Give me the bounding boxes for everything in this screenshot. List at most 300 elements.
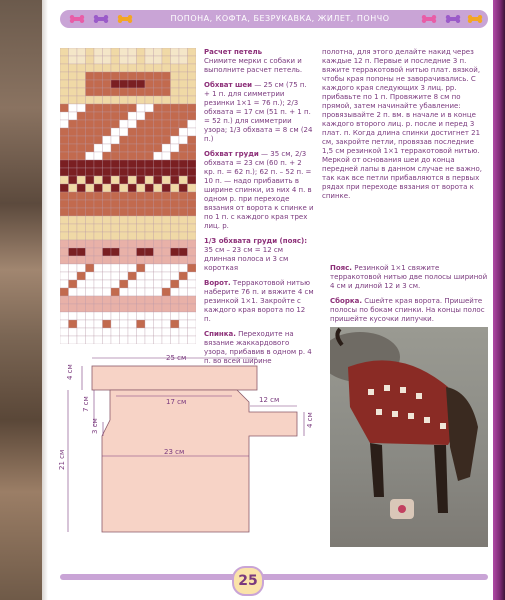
- chart-cell: [69, 168, 78, 176]
- chart-cell: [154, 120, 163, 128]
- section-heading: 1/3 обхвата груди (пояс):: [204, 237, 308, 245]
- section-heading: Пояс.: [330, 264, 352, 272]
- chart-cell: [86, 312, 95, 320]
- chart-cell: [103, 80, 112, 88]
- chart-cell: [154, 56, 163, 64]
- dog-illustration: [330, 327, 488, 547]
- chart-cell: [120, 152, 129, 160]
- chart-cell: [103, 216, 112, 224]
- chart-cell: [60, 160, 69, 168]
- chart-cell: [128, 48, 137, 56]
- chart-cell: [103, 224, 112, 232]
- chart-cell: [94, 184, 103, 192]
- section-body: Переходите на вязание жаккардового узора, прибавив в одном р. 4 п. во всей ширине: [204, 330, 312, 365]
- chart-cell: [77, 136, 86, 144]
- chart-cell: [137, 128, 146, 136]
- chart-cell: [120, 184, 129, 192]
- chart-cell: [171, 248, 180, 256]
- chart-cell: [86, 280, 95, 288]
- chart-cell: [103, 120, 112, 128]
- chart-cell: [137, 120, 146, 128]
- chart-cell: [60, 96, 69, 104]
- chart-cell: [145, 200, 154, 208]
- chart-cell: [111, 104, 120, 112]
- chart-cell: [94, 56, 103, 64]
- chart-cell: [120, 56, 129, 64]
- chart-cell: [179, 240, 188, 248]
- chart-cell: [77, 192, 86, 200]
- chart-cell: [103, 264, 112, 272]
- chart-cell: [60, 80, 69, 88]
- chart-cell: [145, 248, 154, 256]
- chart-cell: [154, 88, 163, 96]
- chart-cell: [94, 200, 103, 208]
- chart-cell: [94, 72, 103, 80]
- chart-cell: [137, 176, 146, 184]
- chart-cell: [120, 200, 129, 208]
- chart-cell: [69, 320, 78, 328]
- chart-cell: [94, 152, 103, 160]
- chart-cell: [128, 136, 137, 144]
- page-number: 25: [232, 566, 264, 596]
- chart-cell: [128, 64, 137, 72]
- chart-cell: [145, 152, 154, 160]
- chart-cell: [171, 328, 180, 336]
- chart-cell: [145, 160, 154, 168]
- chart-cell: [120, 248, 129, 256]
- chart-cell: [86, 336, 95, 344]
- chart-cell: [120, 208, 129, 216]
- chart-cell: [103, 184, 112, 192]
- chart-cell: [128, 328, 137, 336]
- chart-cell: [69, 232, 78, 240]
- chart-cell: [179, 64, 188, 72]
- bone-icon: [116, 15, 134, 23]
- chart-cell: [188, 296, 197, 304]
- chart-cell: [69, 240, 78, 248]
- chart-cell: [162, 152, 171, 160]
- chart-cell: [145, 320, 154, 328]
- chart-cell: [179, 80, 188, 88]
- chart-cell: [94, 160, 103, 168]
- chart-cell: [162, 120, 171, 128]
- chart-cell: [69, 296, 78, 304]
- bone-icon: [444, 15, 462, 23]
- chart-cell: [111, 256, 120, 264]
- chart-cell: [86, 328, 95, 336]
- chart-cell: [77, 184, 86, 192]
- chart-cell: [162, 64, 171, 72]
- chart-cell: [69, 160, 78, 168]
- dim-collar: 4 см: [66, 364, 74, 380]
- chart-cell: [86, 320, 95, 328]
- chart-cell: [145, 96, 154, 104]
- chart-cell: [60, 240, 69, 248]
- chart-cell: [120, 264, 129, 272]
- section-body: Терракотовой нитью наберите 76 п. и вяжите 4 см резинкой 1×1. Закройте с каждого края ворота по 12 п.: [204, 279, 314, 323]
- chart-cell: [69, 256, 78, 264]
- chart-cell: [179, 120, 188, 128]
- chart-cell: [120, 96, 129, 104]
- chart-cell: [154, 312, 163, 320]
- chart-cell: [154, 248, 163, 256]
- chart-cell: [188, 136, 197, 144]
- chart-cell: [154, 328, 163, 336]
- chart-cell: [77, 200, 86, 208]
- left-photo-strip: [0, 0, 42, 600]
- chart-cell: [111, 328, 120, 336]
- chart-cell: [86, 64, 95, 72]
- chart-cell: [60, 64, 69, 72]
- chart-cell: [103, 88, 112, 96]
- chart-cell: [69, 184, 78, 192]
- section-body: 35 см – 23 см = 12 см длинная полоса и 3 см короткая: [204, 246, 289, 272]
- chart-cell: [128, 232, 137, 240]
- chart-cell: [179, 128, 188, 136]
- chart-cell: [111, 120, 120, 128]
- chart-cell: [111, 248, 120, 256]
- continued-text: полотна, для этого делайте накид через каждые 12 п. Первые и последние 3 п. вяжите терракотовой нитью плат. вязкой, чтобы края попоны не заворачивались. С каждого края следующих 3 лиц. рр. прибавьте по 1 п. Провяжите 8 см по прямой, затем начинайте убавление: провязывайте 2 п. вм. в начале и в конце каждого второго лиц. р. после и перед 3 плат. п. Когда длина спинки достигнет 21 см, закройте петли, провязав последние 1,5 см резинкой 1×1 терракотовой нитью. Меркой от основания шеи до конца передней лапы в данном случае не важно, так как все петли прибавляются в первых рядах при переходе вязания от ворота к спинке.: [322, 48, 482, 200]
- chart-cell: [60, 336, 69, 344]
- chart-cell: [77, 304, 86, 312]
- chart-cell: [171, 336, 180, 344]
- chart-cell: [128, 176, 137, 184]
- section-body: Сшейте края ворота. Пришейте полосы по бокам спинки. На концы полос пришейте кусочки липучки.: [330, 297, 485, 323]
- chart-cell: [86, 232, 95, 240]
- chart-cell: [188, 184, 197, 192]
- chart-cell: [179, 144, 188, 152]
- chart-cell: [179, 288, 188, 296]
- chart-cell: [86, 288, 95, 296]
- chart-cell: [145, 336, 154, 344]
- chart-cell: [77, 264, 86, 272]
- chart-cell: [86, 136, 95, 144]
- chart-cell: [77, 320, 86, 328]
- chart-cell: [94, 136, 103, 144]
- chart-cell: [162, 96, 171, 104]
- chart-cell: [60, 184, 69, 192]
- chart-cell: [145, 72, 154, 80]
- chart-cell: [188, 312, 197, 320]
- chart-cell: [86, 96, 95, 104]
- chart-cell: [145, 120, 154, 128]
- section: [204, 48, 314, 75]
- chart-cell: [179, 152, 188, 160]
- chart-cell: [120, 320, 129, 328]
- bone-icon: [92, 15, 110, 23]
- chart-cell: [179, 208, 188, 216]
- chart-cell: [111, 80, 120, 88]
- chart-cell: [145, 112, 154, 120]
- chart-cell: [137, 264, 146, 272]
- chart-cell: [154, 224, 163, 232]
- chart-cell: [145, 304, 154, 312]
- chart-cell: [103, 240, 112, 248]
- dim-strap: 12 см: [259, 396, 280, 404]
- chart-cell: [120, 160, 129, 168]
- chart-cell: [60, 168, 69, 176]
- chart-cell: [171, 80, 180, 88]
- chart-cell: [103, 312, 112, 320]
- chart-cell: [154, 144, 163, 152]
- chart-cell: [137, 136, 146, 144]
- chart-cell: [179, 192, 188, 200]
- chart-cell: [171, 96, 180, 104]
- chart-cell: [60, 104, 69, 112]
- chart-cell: [137, 88, 146, 96]
- chart-cell: [162, 320, 171, 328]
- chart-cell: [162, 80, 171, 88]
- chart-cell: [162, 240, 171, 248]
- chart-cell: [162, 184, 171, 192]
- chart-cell: [128, 280, 137, 288]
- chart-cell: [103, 200, 112, 208]
- chart-cell: [120, 80, 129, 88]
- chart-cell: [137, 304, 146, 312]
- chart-cell: [188, 48, 197, 56]
- chart-cell: [60, 304, 69, 312]
- chart-cell: [162, 168, 171, 176]
- chart-cell: [145, 56, 154, 64]
- chart-cell: [145, 144, 154, 152]
- belt-section: [330, 264, 488, 330]
- chart-cell: [69, 80, 78, 88]
- bone-icon: [466, 15, 484, 23]
- chart-cell: [86, 240, 95, 248]
- chart-cell: [94, 272, 103, 280]
- chart-cell: [86, 120, 95, 128]
- chart-cell: [171, 72, 180, 80]
- chart-cell: [162, 192, 171, 200]
- chart-cell: [162, 56, 171, 64]
- chart-cell: [145, 296, 154, 304]
- chart-cell: [154, 256, 163, 264]
- chart-cell: [77, 56, 86, 64]
- chart-cell: [77, 48, 86, 56]
- chart-cell: [77, 104, 86, 112]
- chart-cell: [179, 168, 188, 176]
- chart-cell: [77, 208, 86, 216]
- chart-cell: [162, 288, 171, 296]
- chart-cell: [111, 336, 120, 344]
- chart-cell: [137, 200, 146, 208]
- chart-cell: [162, 160, 171, 168]
- chart-cell: [94, 104, 103, 112]
- chart-cell: [137, 72, 146, 80]
- chart-cell: [188, 64, 197, 72]
- chart-cell: [137, 320, 146, 328]
- chart-cell: [137, 240, 146, 248]
- chart-cell: [128, 264, 137, 272]
- chart-cell: [179, 72, 188, 80]
- chart-cell: [120, 136, 129, 144]
- chart-cell: [86, 216, 95, 224]
- chart-cell: [128, 72, 137, 80]
- chart-cell: [60, 208, 69, 216]
- chart-cell: [60, 288, 69, 296]
- chart-cell: [111, 288, 120, 296]
- chart-cell: [188, 200, 197, 208]
- chart-cell: [145, 208, 154, 216]
- chart-cell: [111, 240, 120, 248]
- chart-cell: [179, 256, 188, 264]
- chart-cell: [171, 88, 180, 96]
- chart-cell: [179, 160, 188, 168]
- chart-cell: [120, 256, 129, 264]
- chart-cell: [94, 296, 103, 304]
- chart-cell: [94, 248, 103, 256]
- chart-cell: [154, 264, 163, 272]
- chart-cell: [120, 88, 129, 96]
- chart-cell: [162, 280, 171, 288]
- chart-cell: [60, 216, 69, 224]
- chart-cell: [111, 312, 120, 320]
- chart-cell: [171, 264, 180, 272]
- chart-cell: [103, 320, 112, 328]
- chart-cell: [179, 104, 188, 112]
- chart-cell: [94, 128, 103, 136]
- chart-cell: [179, 232, 188, 240]
- chart-cell: [137, 64, 146, 72]
- chart-cell: [69, 288, 78, 296]
- chart-cell: [120, 240, 129, 248]
- chart-cell: [77, 216, 86, 224]
- pattern-schematic: [54, 350, 324, 560]
- chart-cell: [77, 328, 86, 336]
- chart-cell: [86, 256, 95, 264]
- chart-cell: [179, 320, 188, 328]
- chart-cell: [94, 264, 103, 272]
- chart-cell: [171, 320, 180, 328]
- chart-cell: [171, 168, 180, 176]
- chart-cell: [77, 224, 86, 232]
- chart-cell: [86, 72, 95, 80]
- chart-cell: [60, 120, 69, 128]
- chart-cell: [145, 312, 154, 320]
- chart-cell: [120, 216, 129, 224]
- chart-cell: [188, 192, 197, 200]
- chart-cell: [111, 280, 120, 288]
- chart-cell: [179, 272, 188, 280]
- chart-cell: [77, 112, 86, 120]
- chart-cell: [188, 280, 197, 288]
- chart-cell: [179, 88, 188, 96]
- chart-cell: [145, 232, 154, 240]
- dim-strap-h: 4 см: [306, 412, 314, 428]
- chart-cell: [103, 56, 112, 64]
- chart-cell: [145, 104, 154, 112]
- chart-cell: [94, 192, 103, 200]
- section: [204, 279, 314, 324]
- chart-cell: [103, 328, 112, 336]
- chart-cell: [162, 312, 171, 320]
- chart-cell: [137, 104, 146, 112]
- chart-cell: [145, 80, 154, 88]
- section: [204, 150, 314, 231]
- chart-cell: [86, 200, 95, 208]
- chart-cell: [77, 120, 86, 128]
- chart-cell: [162, 224, 171, 232]
- chart-cell: [128, 96, 137, 104]
- chart-cell: [188, 304, 197, 312]
- chart-cell: [69, 216, 78, 224]
- chart-cell: [188, 144, 197, 152]
- chart-cell: [179, 304, 188, 312]
- chart-cell: [128, 128, 137, 136]
- chart-cell: [145, 264, 154, 272]
- chart-cell: [137, 184, 146, 192]
- chart-cell: [86, 224, 95, 232]
- chart-cell: [103, 256, 112, 264]
- chart-cell: [77, 64, 86, 72]
- chart-cell: [137, 56, 146, 64]
- chart-cell: [171, 256, 180, 264]
- chart-cell: [171, 56, 180, 64]
- chart-cell: [111, 48, 120, 56]
- chart-cell: [171, 104, 180, 112]
- chart-cell: [77, 312, 86, 320]
- dog-photo: [330, 327, 488, 547]
- chart-cell: [137, 280, 146, 288]
- chart-cell: [111, 192, 120, 200]
- chart-cell: [171, 272, 180, 280]
- chart-cell: [188, 232, 197, 240]
- chart-cell: [111, 88, 120, 96]
- chart-cell: [162, 296, 171, 304]
- chart-cell: [111, 232, 120, 240]
- section-body: Резинкой 1×1 свяжите терракотовой нитью две полосы шириной 4 см и длиной 12 и 3 см.: [330, 264, 488, 290]
- chart-cell: [69, 64, 78, 72]
- chart-cell: [179, 248, 188, 256]
- chart-cell: [120, 312, 129, 320]
- dim-top: 25 см: [166, 354, 187, 362]
- chart-cell: [188, 320, 197, 328]
- chart-cell: [128, 320, 137, 328]
- section-body: — 25 см (75 п. + 1 п. для симметрии резинки 1×1 = 76 п.); 2/3 обхвата = 17 см (51 п. + 1 п. = 52 п.) для симметрии узора; 1/3 обхвата = 8 см (24 п.): [204, 81, 313, 143]
- chart-cell: [137, 232, 146, 240]
- chart-cell: [77, 144, 86, 152]
- chart-cell: [103, 160, 112, 168]
- chart-cell: [103, 336, 112, 344]
- chart-cell: [128, 336, 137, 344]
- chart-cell: [162, 264, 171, 272]
- chart-cell: [120, 120, 129, 128]
- chart-cell: [162, 88, 171, 96]
- chart-cell: [69, 208, 78, 216]
- chart-cell: [77, 256, 86, 264]
- chart-cell: [171, 296, 180, 304]
- chart-cell: [154, 96, 163, 104]
- chart-cell: [154, 280, 163, 288]
- chart-cell: [94, 208, 103, 216]
- chart-cell: [128, 288, 137, 296]
- chart-cell: [86, 176, 95, 184]
- chart-cell: [86, 112, 95, 120]
- chart-cell: [69, 248, 78, 256]
- chart-cell: [154, 288, 163, 296]
- chart-cell: [171, 288, 180, 296]
- chart-cell: [111, 112, 120, 120]
- chart-cell: [111, 72, 120, 80]
- chart-cell: [145, 280, 154, 288]
- chart-cell: [60, 192, 69, 200]
- chart-cell: [154, 104, 163, 112]
- chart-cell: [171, 64, 180, 72]
- chart-cell: [77, 240, 86, 248]
- chart-cell: [188, 128, 197, 136]
- chart-cell: [120, 104, 129, 112]
- chart-cell: [103, 112, 112, 120]
